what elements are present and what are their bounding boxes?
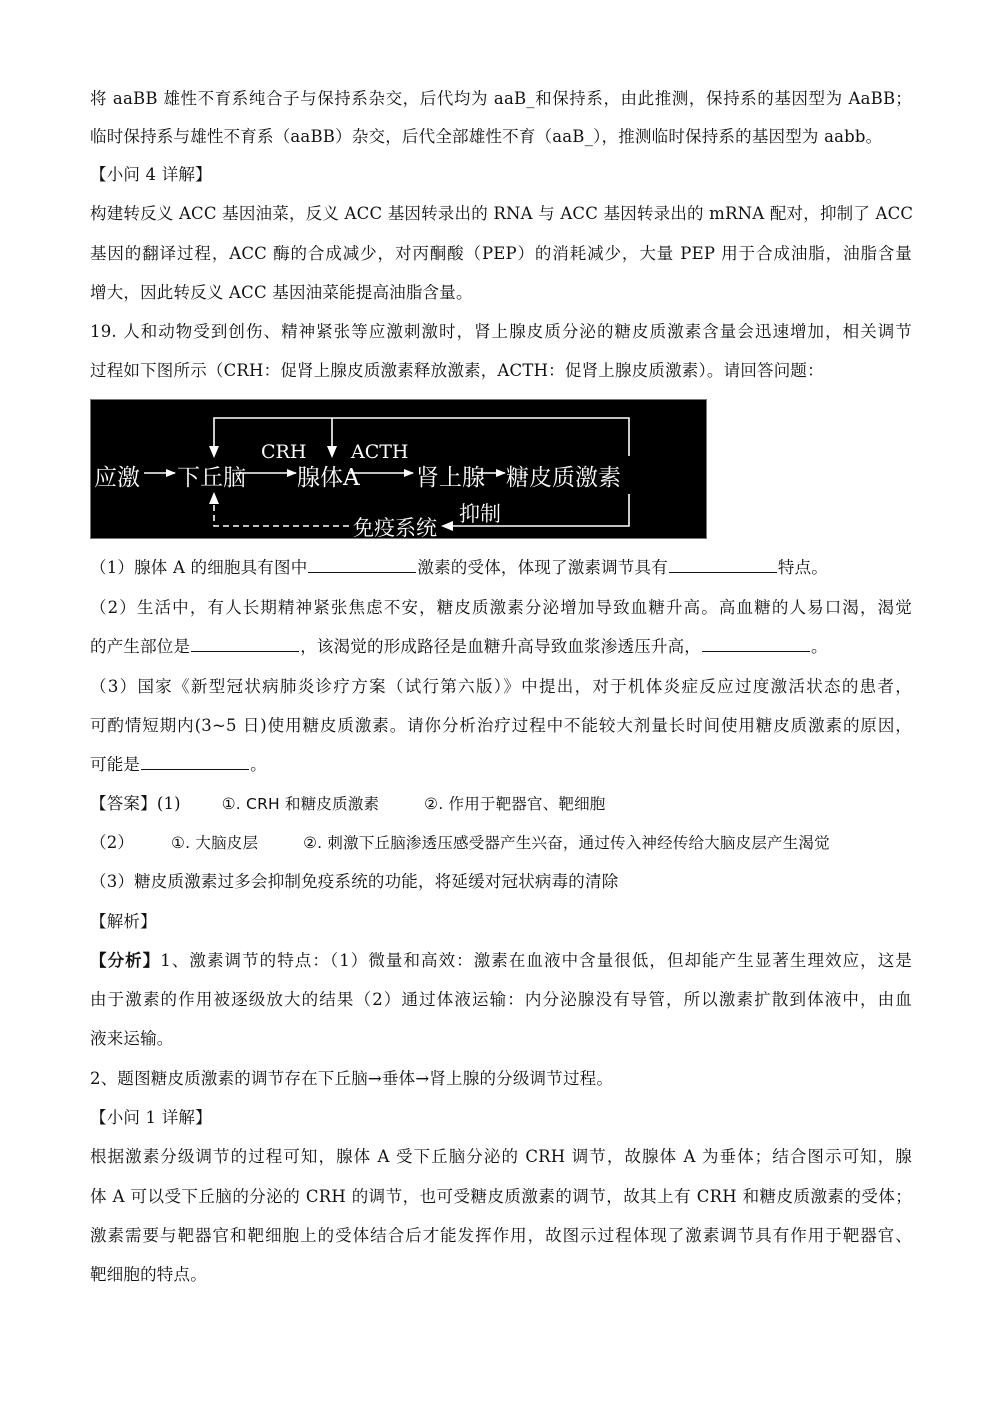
answer-blank[interactable] — [191, 637, 299, 652]
node-stress: 应激 — [94, 465, 140, 491]
section-heading: 【小问 1 详解】 — [90, 1108, 212, 1127]
analysis-heading: 【解析】 — [90, 912, 157, 931]
answer-blank[interactable] — [308, 558, 416, 573]
paragraph-line: 将 aaBB 雄性不育系纯合子与保持系杂交，后代均为 aaB_和保持系，由此推测，保持系的基因型为 AaBB； — [90, 89, 912, 108]
edge-label-crh: CRH — [261, 441, 307, 463]
analysis-line: 【分析】1、激素调节的特点：（1）微量和高效：激素在血液中含量很低，但却能产生显著生理效应，这是 — [90, 951, 912, 970]
paragraph-line: 增大，因此转反义 ACC 基因油菜能提高油脂含量。 — [90, 283, 473, 302]
paragraph-line: 临时保持系与雄性不育系（aaBB）杂交，后代全部雄性不育（aaB_），推测临时保持系的基因型为 aabb。 — [90, 127, 883, 146]
analysis-line: 2、题图糖皮质激素的调节存在下丘脑→垂体→肾上腺的分级调节过程。 — [90, 1069, 614, 1088]
node-immune-system: 免疫系统 — [353, 516, 437, 540]
question-stem: 过程如下图所示（CRH：促肾上腺皮质激素释放激素，ACTH：促肾上腺皮质激素）。请回答问题： — [90, 361, 824, 380]
paragraph-line: 激素需要与靶器官和靶细胞上的受体结合后才能发挥作用，故图示过程体现了激素调节具有作用于靶器官、 — [90, 1226, 912, 1245]
paragraph-line: 构建转反义 ACC 基因油菜，反义 ACC 基因转录出的 RNA 与 ACC 基因转录出的 mRNA 配对，抑制了 ACC — [90, 204, 914, 223]
section-heading: 【小问 4 详解】 — [90, 165, 212, 184]
sub-question-1: （1）腺体 A 的细胞具有图中 激素的受体，体现了激素调节具有 特点。 — [90, 558, 829, 577]
sub-question-3: （3）国家《新型冠状病肺炎诊疗方案（试行第六版）》中提出，对于机体炎症反应过度激活状态的患者， — [90, 677, 912, 696]
question-text: 人和动物受到创伤、精神紧张等应激刺激时，肾上腺皮质分泌的糖皮质激素含量会迅速增加，相关调节 — [123, 322, 912, 341]
paragraph-line: 靶细胞的特点。 — [90, 1265, 207, 1284]
paragraph-line: 体 A 可以受下丘脑的分泌的 CRH 的调节，也可受糖皮质激素的调节，故其上有 CRH 和糖皮质激素的受体； — [90, 1187, 912, 1206]
edge-label-inhibit: 抑制 — [459, 502, 501, 526]
analysis-line: 由于激素的作用被逐级放大的结果（2）通过体液运输：内分泌腺没有导管，所以激素扩散到体液中，由血 — [90, 990, 912, 1009]
analysis-label: 【分析】 — [90, 951, 161, 970]
sub-question-3-cont: 可能是 。 — [90, 755, 267, 774]
hormone-regulation-diagram — [90, 399, 707, 539]
node-adrenal: 肾上腺 — [416, 465, 485, 491]
analysis-line: 液来运输。 — [90, 1029, 174, 1048]
edge-label-acth: ACTH — [351, 441, 409, 463]
node-hypothalamus: 下丘脑 — [177, 465, 246, 491]
answer-label: 【答案】 — [90, 794, 157, 813]
sub-question-2: （2）生活中，有人长期精神紧张焦虑不安，糖皮质激素分泌增加导致血糖升高。高血糖的人易口渴，渴觉 — [90, 598, 912, 617]
paragraph-line: 根据激素分级调节的过程可知，腺体 A 受下丘脑分泌的 CRH 调节，故腺体 A 为垂体；结合图示可知，腺 — [90, 1147, 912, 1166]
question-number: 19. — [90, 322, 117, 341]
sub-question-3-cont: 可酌情短期内(3~5 日)使用糖皮质激素。请你分析治疗过程中不能较大剂量长时间使用糖皮质激素的原因， — [90, 716, 912, 735]
node-gland-a: 腺体A — [297, 465, 360, 491]
answer-blank[interactable] — [141, 755, 249, 770]
answer-blank[interactable] — [702, 637, 810, 652]
sub-question-2-cont: 的产生部位是 ，该渴觉的形成路径是血糖升高导致血浆渗透压升高， 。 — [90, 637, 828, 656]
answer-line-2: （2） ①. 大脑皮层 ②. 刺激下丘脑渗透压感受器产生兴奋，通过传入神经传给大脑皮层产生渴觉 — [90, 833, 830, 852]
paragraph-line: 基因的翻译过程，ACC 酶的合成减少，对丙酮酸（PEP）的消耗减少，大量 PEP 用于合成油脂，油脂含量 — [90, 244, 912, 263]
answer-line-1: 【答案】(1) ①. CRH 和糖皮质激素 ②. 作用于靶器官、靶细胞 — [90, 794, 606, 813]
answer-line-3: （3）糖皮质激素过多会抑制免疫系统的功能，将延缓对冠状病毒的清除 — [90, 872, 619, 891]
question-stem — [90, 321, 912, 343]
answer-blank[interactable] — [669, 558, 777, 573]
node-glucocorticoid: 糖皮质激素 — [506, 465, 621, 491]
